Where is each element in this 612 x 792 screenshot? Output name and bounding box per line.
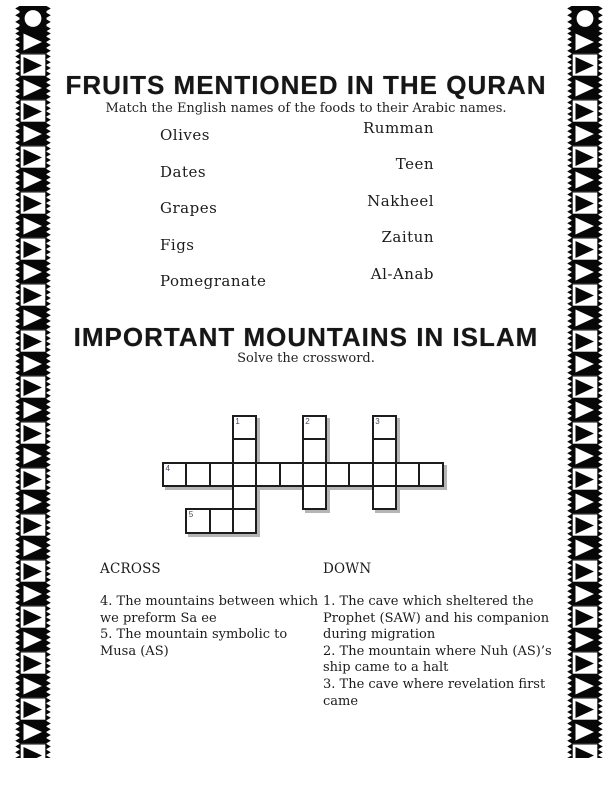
crossword-cell[interactable] xyxy=(372,485,398,511)
crossword-cell[interactable] xyxy=(302,485,328,511)
cell-number: 2 xyxy=(305,417,310,426)
right-triangle-border-pattern xyxy=(566,5,604,758)
crossword-grid xyxy=(162,415,462,555)
mountains-section-subtitle: Solve the crossword. xyxy=(237,351,375,366)
crossword-cell[interactable] xyxy=(232,508,258,534)
across-clues-column xyxy=(100,561,319,660)
down-header: DOWN xyxy=(323,561,372,577)
down-clues-column xyxy=(323,561,551,710)
crossword-cell[interactable] xyxy=(302,415,328,441)
left-triangle-border-pattern xyxy=(14,5,52,758)
cell-number: 4 xyxy=(165,463,170,473)
crossword-cell[interactable] xyxy=(372,462,398,488)
clue-line: 4. The mountains between which xyxy=(100,594,319,609)
crossword-cell[interactable] xyxy=(348,462,374,488)
clue-line: ship came to a halt xyxy=(323,660,449,676)
crossword-cell[interactable] xyxy=(162,462,188,488)
crossword-cell[interactable] xyxy=(232,415,258,441)
clue-line: Prophet (SAW) and his companion xyxy=(323,610,550,626)
english-name: Pomegranate xyxy=(160,272,267,291)
cell-number: 1 xyxy=(235,417,240,426)
english-name: Olives xyxy=(160,126,210,144)
arabic-name: Zaitun xyxy=(381,228,434,247)
arabic-name: Al-Anab xyxy=(370,264,434,283)
crossword-cell[interactable] xyxy=(185,462,211,488)
triangle-ribbon-icon xyxy=(566,5,604,758)
clue-line: we preform Sa ee xyxy=(100,610,217,626)
clue-line: 5. The mountain symbolic to xyxy=(100,627,288,643)
across-header: ACROSS xyxy=(100,561,161,577)
cell-number: 3 xyxy=(375,417,380,426)
crossword-cell[interactable] xyxy=(418,462,444,488)
english-name: Figs xyxy=(160,235,195,254)
crossword-cell[interactable] xyxy=(325,462,351,488)
arabic-name: Rumman xyxy=(362,119,434,137)
english-name: Dates xyxy=(160,162,207,181)
cell-number: 5 xyxy=(188,510,194,520)
crossword-cell[interactable] xyxy=(185,508,211,534)
fruits-section-subtitle: Match the English names of the foods to their Arabic names. xyxy=(105,101,507,116)
arabic-names-list xyxy=(260,119,434,294)
clue-line: came xyxy=(323,693,359,709)
crossword-cell[interactable] xyxy=(232,462,258,488)
mountains-section-title: IMPORTANT MOUNTAINS IN ISLAM xyxy=(73,322,539,352)
crossword-cell[interactable] xyxy=(209,462,235,488)
crossword-cell[interactable] xyxy=(372,415,398,441)
down-clue-text xyxy=(323,594,551,710)
clue-line: during migration xyxy=(323,627,436,643)
crossword-cell[interactable] xyxy=(372,438,398,464)
clue-line: 3. The cave where revelation first xyxy=(323,676,546,692)
clue-line: Musa (AS) xyxy=(100,643,169,659)
crossword-cell[interactable] xyxy=(209,508,235,534)
crossword-cell[interactable] xyxy=(302,438,328,464)
clue-line: 1. The cave which sheltered the xyxy=(323,594,534,609)
crossword-cell[interactable] xyxy=(279,462,305,488)
crossword-cell[interactable] xyxy=(232,485,258,511)
triangle-ribbon-icon xyxy=(14,5,52,758)
crossword-cell[interactable] xyxy=(395,462,421,488)
english-name: Grapes xyxy=(160,199,218,218)
arabic-name: Teen xyxy=(395,155,434,174)
crossword-cell[interactable] xyxy=(255,462,281,488)
crossword-cell[interactable] xyxy=(232,438,258,464)
fruits-section-title: FRUITS MENTIONED IN THE QURAN xyxy=(65,70,547,100)
clue-line: 2. The mountain where Nuh (AS)’s xyxy=(323,643,552,659)
across-clue-text xyxy=(100,594,319,660)
arabic-name: Nakheel xyxy=(367,191,434,210)
crossword-cell[interactable] xyxy=(302,462,328,488)
